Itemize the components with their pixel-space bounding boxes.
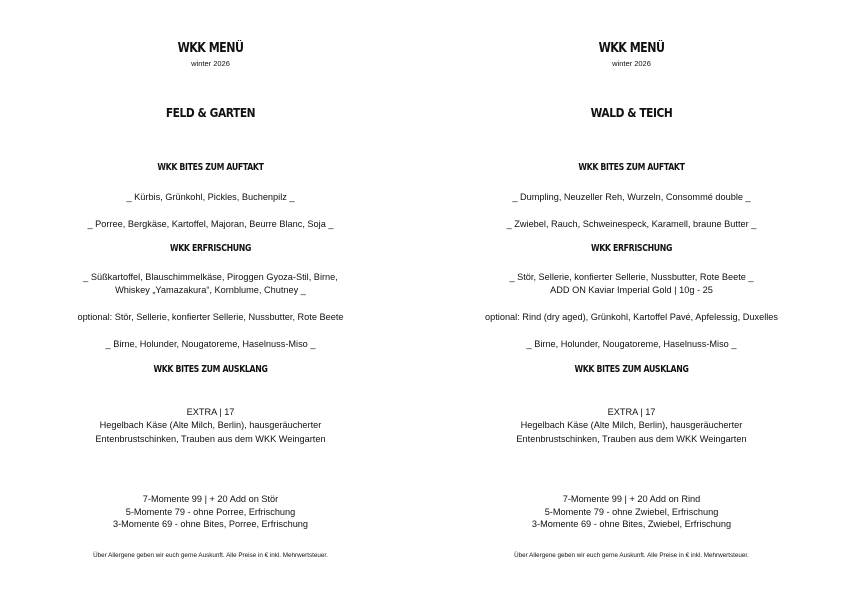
- dish-auftakt-2: _ Zwiebel, Rauch, Schweinespeck, Karamell, braune Butter _: [506, 219, 757, 229]
- heading-erfrischung: WKK ERFRISCHUNG: [169, 243, 252, 254]
- dish-auftakt-1: _ Kürbis, Grünkohl, Pickles, Buchenpilz _: [126, 192, 295, 202]
- price-3-momente: 3-Momente 69 - ohne Bites, Porree, Erfrischung: [112, 519, 309, 529]
- price-5-momente: 5-Momente 79 - ohne Zwiebel, Erfrischung: [544, 507, 719, 517]
- dish-optional: optional: Rind (dry aged), Grünkohl, Kartoffel Pavé, Apfelessig, Duxelles: [485, 312, 778, 322]
- price-3-momente: 3-Momente 69 - ohne Bites, Zwiebel, Erfrischung: [531, 519, 732, 529]
- extra-description-2: Entenbrustschinken, Trauben aus dem WKK Weingarten: [95, 434, 326, 444]
- price-7-momente: 7-Momente 99 | + 20 Add on Stör: [142, 494, 279, 504]
- menu-brand-title: WKK MENÜ: [598, 41, 665, 56]
- dish-auftakt-1: _ Dumpling, Neuzeller Reh, Wurzeln, Consommé double _: [512, 192, 751, 202]
- extra-description-2: Entenbrustschinken, Trauben aus dem WKK Weingarten: [516, 434, 747, 444]
- heading-ausklang: WKK BITES ZUM AUSKLANG: [574, 364, 689, 375]
- dish-dessert: _ Birne, Holunder, Nougatoreme, Haselnuss-Miso _: [526, 339, 737, 349]
- heading-erfrischung: WKK ERFRISCHUNG: [590, 243, 673, 254]
- dish-auftakt-2: _ Porree, Bergkäse, Kartoffel, Majoran, Beurre Blanc, Soja _: [87, 219, 334, 229]
- dish-erfrischung-line-2: ADD ON Kaviar Imperial Gold | 10g - 25: [550, 285, 713, 295]
- dish-optional: optional: Stör, Sellerie, konfierter Sellerie, Nussbutter, Rote Beete: [77, 312, 344, 322]
- extra-price: EXTRA | 17: [186, 407, 235, 417]
- dish-dessert: _ Birne, Holunder, Nougatoreme, Haselnuss-Miso _: [105, 339, 316, 349]
- heading-auftakt: WKK BITES ZUM AUFTAKT: [157, 162, 264, 173]
- menu-season: winter 2026: [191, 59, 230, 68]
- dish-erfrischung-line-1: _ Stör, Sellerie, konfierter Sellerie, Nussbutter, Rote Beete _: [509, 272, 754, 282]
- heading-ausklang: WKK BITES ZUM AUSKLANG: [153, 364, 268, 375]
- extra-description-1: Hegelbach Käse (Alte Milch, Berlin), hausgeräucherter: [99, 420, 322, 430]
- heading-auftakt: WKK BITES ZUM AUFTAKT: [578, 162, 685, 173]
- dish-erfrischung-line-2: Whiskey „Yamazakura“, Kornblume, Chutney _: [115, 285, 306, 295]
- menu-section-title: WALD & TEICH: [590, 105, 673, 120]
- allergen-footer: Über Allergene geben wir euch gerne Auskunft. Alle Preise in € inkl. Mehrwertsteuer.: [514, 552, 749, 559]
- menu-brand-title: WKK MENÜ: [177, 41, 244, 56]
- price-7-momente: 7-Momente 99 | + 20 Add on Rind: [562, 494, 701, 504]
- extra-description-1: Hegelbach Käse (Alte Milch, Berlin), hausgeräucherter: [520, 420, 743, 430]
- menu-section-title: FELD & GARTEN: [165, 105, 256, 120]
- menu-season: winter 2026: [612, 59, 651, 68]
- dish-erfrischung-line-1: _ Süßkartoffel, Blauschimmelkäse, Piroggen Gyoza-Stil, Birne,: [83, 272, 338, 282]
- allergen-footer: Über Allergene geben wir euch gerne Auskunft. Alle Preise in € inkl. Mehrwertsteuer.: [93, 552, 328, 559]
- menu-page-wald-teich: [421, 0, 842, 595]
- extra-price: EXTRA | 17: [607, 407, 656, 417]
- price-5-momente: 5-Momente 79 - ohne Porree, Erfrischung: [125, 507, 296, 517]
